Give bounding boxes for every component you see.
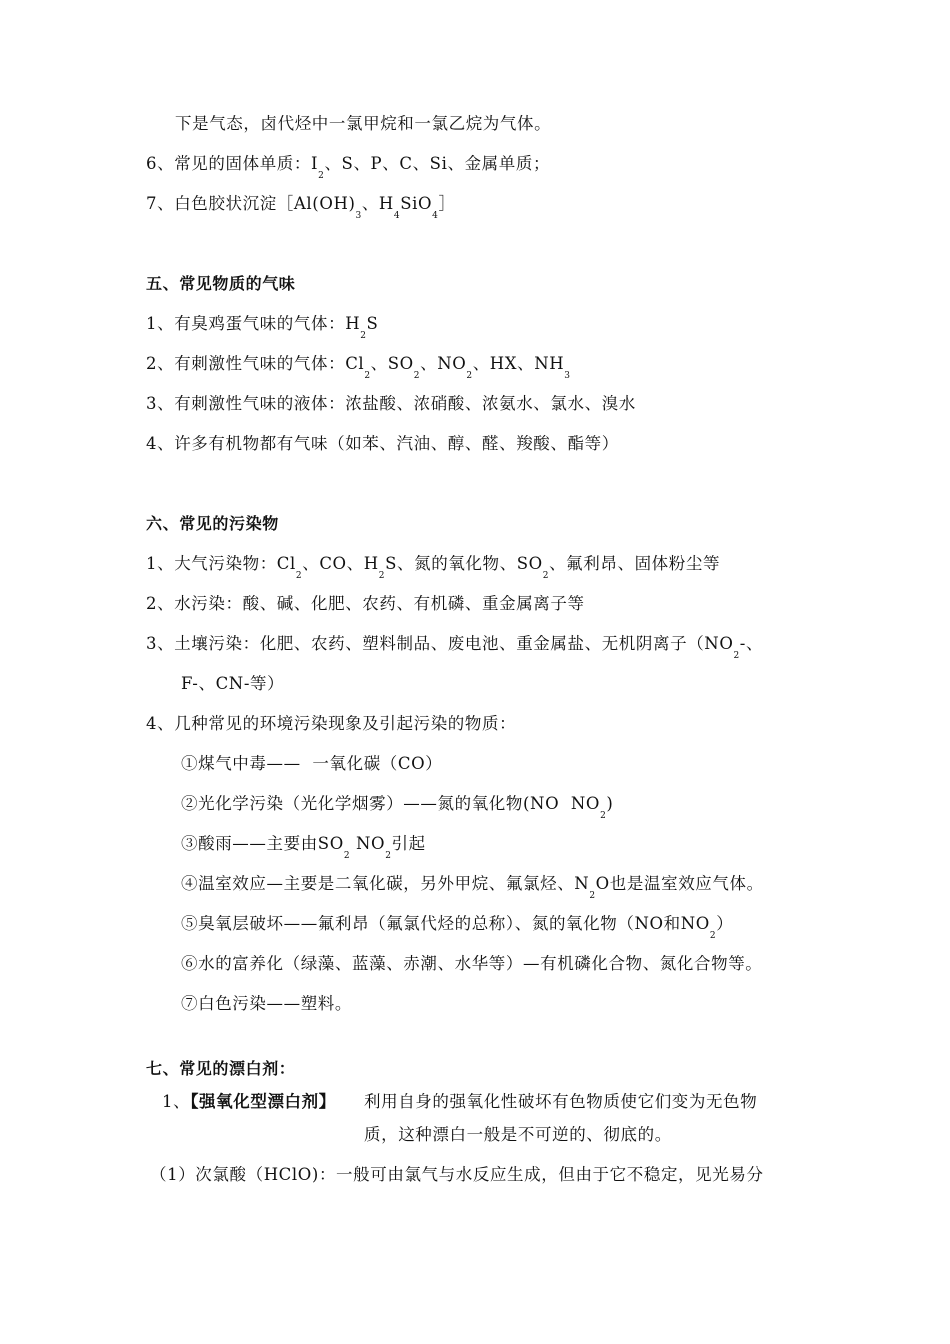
list-item: 1、【强氧化型漂白剂】 bbox=[162, 1092, 336, 1111]
list-item: 1、大气污染物：$Cl_2$、CO、$H_2S$、氮的氧化物、$SO_2$、氟利昂、固体粉尘等 bbox=[146, 554, 721, 581]
sub-item: ⑦白色污染——塑料。 bbox=[181, 994, 352, 1013]
sub-item: ②光化学污染（光化学烟雾）——氮的氧化物(NO $NO_2$) bbox=[181, 794, 614, 821]
list-item: 3、土壤污染：化肥、农药、塑料制品、废电池、重金属盐、无机阴离子（$NO_2-$、 bbox=[146, 634, 764, 661]
sub-item: ⑤臭氧层破坏——氟利昂（氟氯代烃的总称）、氮的氧化物（NO和$NO_2$） bbox=[181, 914, 734, 941]
list-item: 1、有臭鸡蛋气味的气体：$H_2S$ bbox=[146, 314, 379, 341]
list-item: 2、水污染：酸、碱、化肥、农药、有机磷、重金属离子等 bbox=[146, 594, 585, 613]
text-line: 质，这种漂白一般是不可逆的、彻底的。 bbox=[364, 1125, 672, 1144]
section-heading: 六、常见的污染物 bbox=[146, 514, 279, 533]
sub-item: ③酸雨——主要由$SO_2$ $NO_2$引起 bbox=[181, 834, 426, 861]
list-item: 4、几种常见的环境污染现象及引起污染的物质： bbox=[146, 714, 517, 733]
text-line: F-、CN-等） bbox=[181, 674, 285, 693]
list-item: 7、白色胶状沉淀$[Al(OH)_3$、$H_4SiO_4]$ bbox=[146, 194, 456, 221]
list-item: （1）次氯酸（HClO)：一般可由氯气与水反应生成，但由于它不稳定，见光易分 bbox=[150, 1165, 764, 1184]
bold-term: 【强氧化型漂白剂】 bbox=[190, 1092, 336, 1111]
list-item: 4、许多有机物都有气味（如苯、汽油、醇、醛、羧酸、酯等） bbox=[146, 434, 619, 453]
sub-item: ⑥水的富养化（绿藻、蓝藻、赤潮、水华等）—有机磷化合物、氮化合物等。 bbox=[181, 954, 763, 973]
text-line: 利用自身的强氧化性破坏有色物质使它们变为无色物 bbox=[364, 1092, 758, 1111]
list-item: 6、常见的固体单质：$I_2$、S、P、C、Si、金属单质； bbox=[146, 154, 551, 181]
section-heading: 五、常见物质的气味 bbox=[146, 274, 296, 293]
sub-item: ④温室效应—主要是二氧化碳，另外甲烷、氟氯烃、$N_2O$也是温室效应气体。 bbox=[181, 874, 764, 901]
list-item: 3、有刺激性气味的液体：浓盐酸、浓硝酸、浓氨水、氯水、溴水 bbox=[146, 394, 636, 413]
sub-item: ①煤气中毒—— 一氧化碳（CO） bbox=[181, 754, 443, 773]
text-line: 下是气态，卤代烃中一氯甲烷和一氯乙烷为气体。 bbox=[175, 114, 552, 133]
section-heading: 七、常见的漂白剂： bbox=[146, 1059, 296, 1078]
list-item: 2、有刺激性气味的气体：$Cl_2$、$SO_2$、$NO_2$、HX、$NH_3$ bbox=[146, 354, 571, 381]
